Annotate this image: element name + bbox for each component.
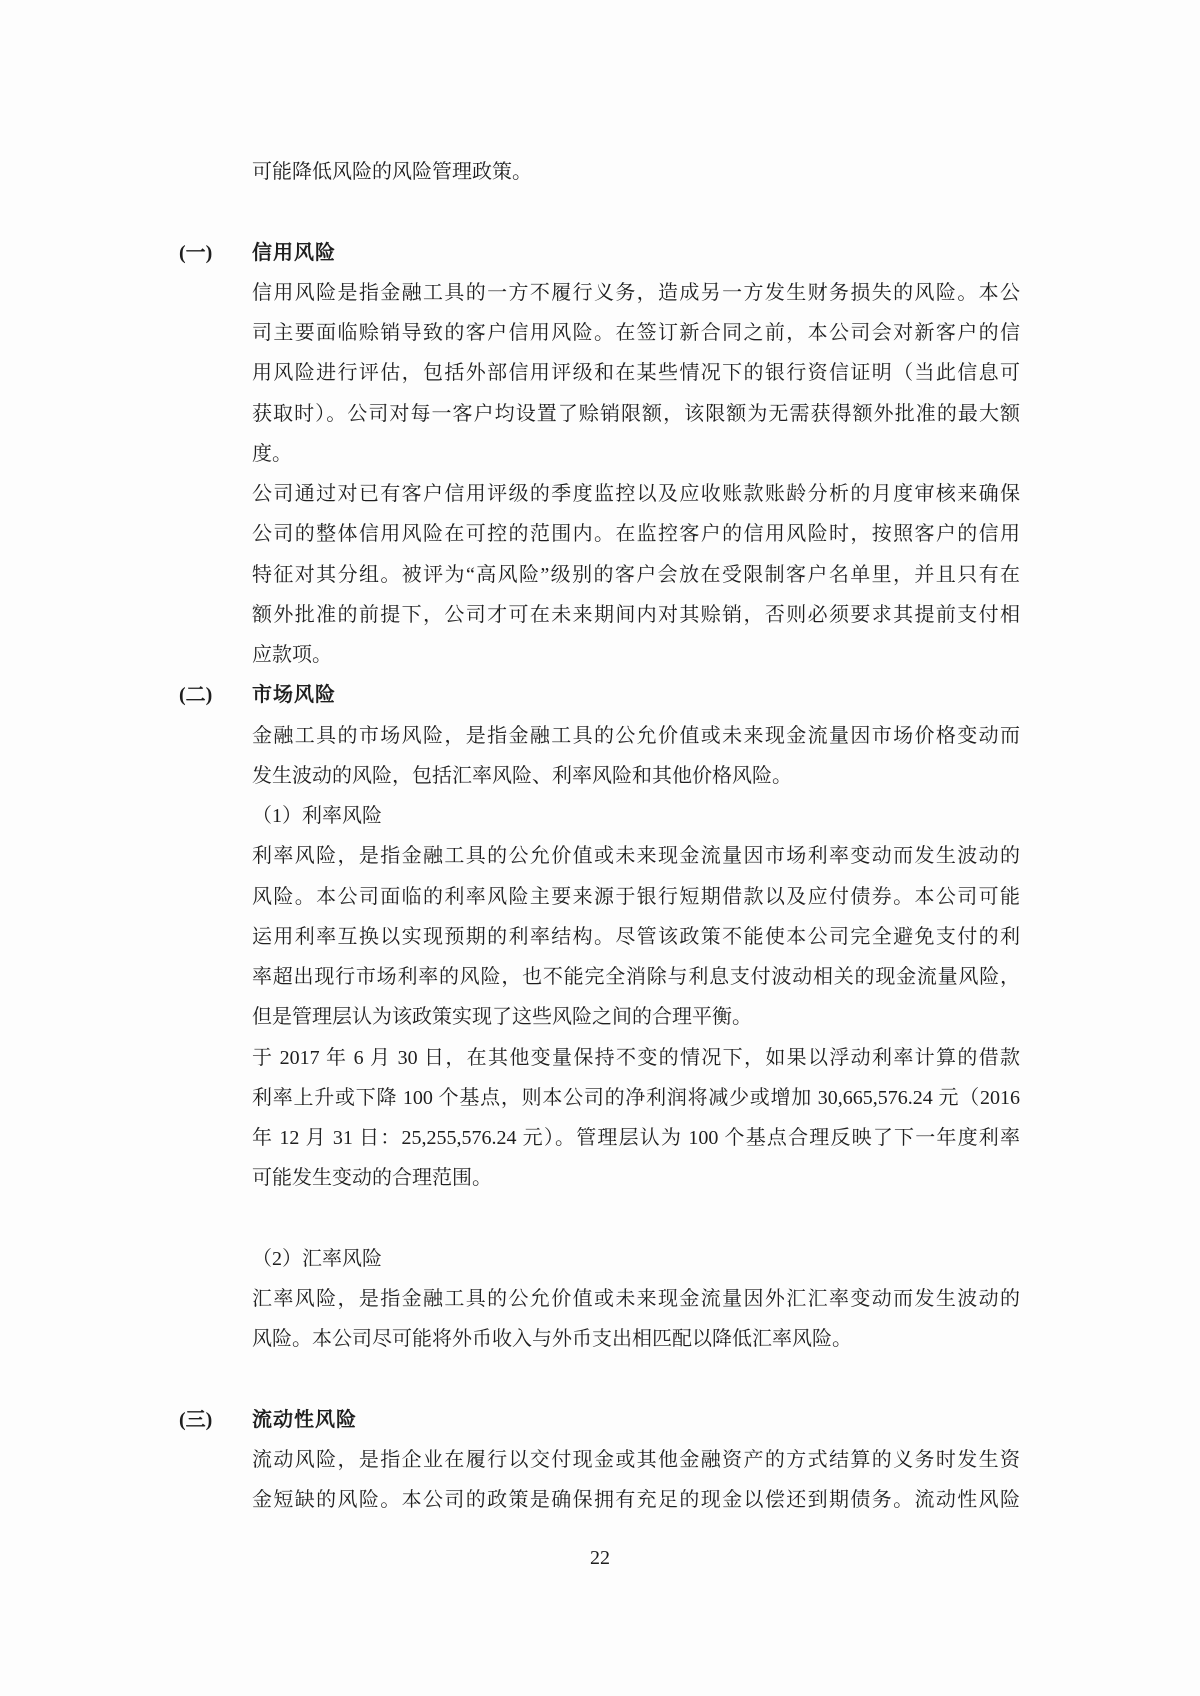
page-number: 22 xyxy=(590,1547,610,1569)
text-line: 用风险进行评估，包括外部信用评级和在某些情况下的银行资信证明（当此信息可 xyxy=(252,362,1020,385)
blank-line xyxy=(252,1199,1020,1239)
text-line: 利率风险，是指金融工具的公允价值或未来现金流量因市场利率变动而发生波动的 xyxy=(252,845,1020,868)
section-title: 流动性风险 xyxy=(252,1408,357,1431)
text-line: 风险。本公司尽可能将外币收入与外币支出相匹配以降低汇率风险。 xyxy=(252,1328,852,1351)
section-market-risk xyxy=(179,675,1020,1359)
section-heading xyxy=(179,675,1020,715)
text-line: 率超出现行市场利率的风险，也不能完全消除与利息支付波动相关的现金流量风险， xyxy=(252,966,1020,988)
text-line: 利率上升或下降 100 个基点，则本公司的净利润将减少或增加 30,665,576.24 元（2016 xyxy=(252,1086,1020,1109)
paragraph xyxy=(252,1279,1020,1360)
text-line: 但是管理层认为该政策实现了这些风险之间的合理平衡。 xyxy=(252,1006,752,1029)
subsection-heading-exchange-rate-risk: （2）汇率风险 xyxy=(252,1247,382,1270)
blank-line xyxy=(252,1360,1020,1400)
text-line: 司主要面临赊销导致的客户信用风险。在签订新合同之前，本公司会对新客户的信 xyxy=(252,322,1020,344)
blank-line xyxy=(252,192,1020,232)
text-line: 金融工具的市场风险，是指金融工具的公允价值或未来现金流量因市场价格变动而 xyxy=(252,724,1020,747)
paragraph xyxy=(252,716,1020,797)
paragraph xyxy=(252,1440,1020,1521)
section-label: (三) xyxy=(179,1408,213,1431)
page-body xyxy=(179,0,1020,1521)
paragraph xyxy=(252,474,1020,675)
text-line: 额外批准的前提下，公司才可在未来期间内对其赊销，否则必须要求其提前支付相 xyxy=(252,603,1020,626)
text-line: 公司通过对已有客户信用评级的季度监控以及应收账款账龄分析的月度审核来确保 xyxy=(252,483,1020,505)
text-line: 应款项。 xyxy=(252,644,332,666)
section-liquidity-risk xyxy=(179,1400,1020,1521)
intro-paragraph: 可能降低风险的风险管理政策。 xyxy=(252,161,532,183)
text-line: 年 12 月 31 日：25,255,576.24 元）。管理层认为 100 个基点合理反映了下一年度利率 xyxy=(252,1127,1020,1149)
section-title: 市场风险 xyxy=(252,684,336,707)
text-line: 流动风险，是指企业在履行以交付现金或其他金融资产的方式结算的义务时发生资 xyxy=(252,1449,1020,1471)
section-label: (一) xyxy=(179,241,213,264)
text-line: 风险。本公司面临的利率风险主要来源于银行短期借款以及应付债券。本公司可能 xyxy=(252,885,1020,908)
paragraph xyxy=(252,1038,1020,1199)
text-line: 公司的整体信用风险在可控的范围内。在监控客户的信用风险时，按照客户的信用 xyxy=(252,523,1020,546)
text-line: 运用利率互换以实现预期的利率结构。尽管该政策不能使本公司完全避免支付的利 xyxy=(252,925,1020,948)
text-line: 度。 xyxy=(252,442,292,465)
subsection-heading-interest-rate-risk: （1）利率风险 xyxy=(252,805,382,827)
section-credit-risk xyxy=(179,233,1020,676)
text-line: 金短缺的风险。本公司的政策是确保拥有充足的现金以偿还到期债务。流动性风险 xyxy=(252,1489,1020,1512)
section-title: 信用风险 xyxy=(252,241,336,264)
section-heading xyxy=(179,233,1020,273)
text-line: 获取时）。公司对每一客户均设置了赊销限额，该限额为无需获得额外批准的最大额 xyxy=(252,402,1020,425)
text-line: 特征对其分组。被评为“高风险”级别的客户会放在受限制客户名单里，并且只有在 xyxy=(252,563,1020,586)
text-line: 可能发生变动的合理范围。 xyxy=(252,1167,492,1190)
paragraph xyxy=(252,273,1020,474)
text-line: 于 2017 年 6 月 30 日，在其他变量保持不变的情况下，如果以浮动利率计算的借款 xyxy=(252,1046,1020,1069)
text-line: 汇率风险，是指金融工具的公允价值或未来现金流量因外汇汇率变动而发生波动的 xyxy=(252,1288,1020,1310)
section-label: (二) xyxy=(179,684,213,707)
paragraph xyxy=(252,836,1020,1037)
text-line: 发生波动的风险，包括汇率风险、利率风险和其他价格风险。 xyxy=(252,764,792,787)
section-heading xyxy=(179,1400,1020,1440)
text-line: 信用风险是指金融工具的一方不履行义务，造成另一方发生财务损失的风险。本公 xyxy=(252,281,1020,304)
